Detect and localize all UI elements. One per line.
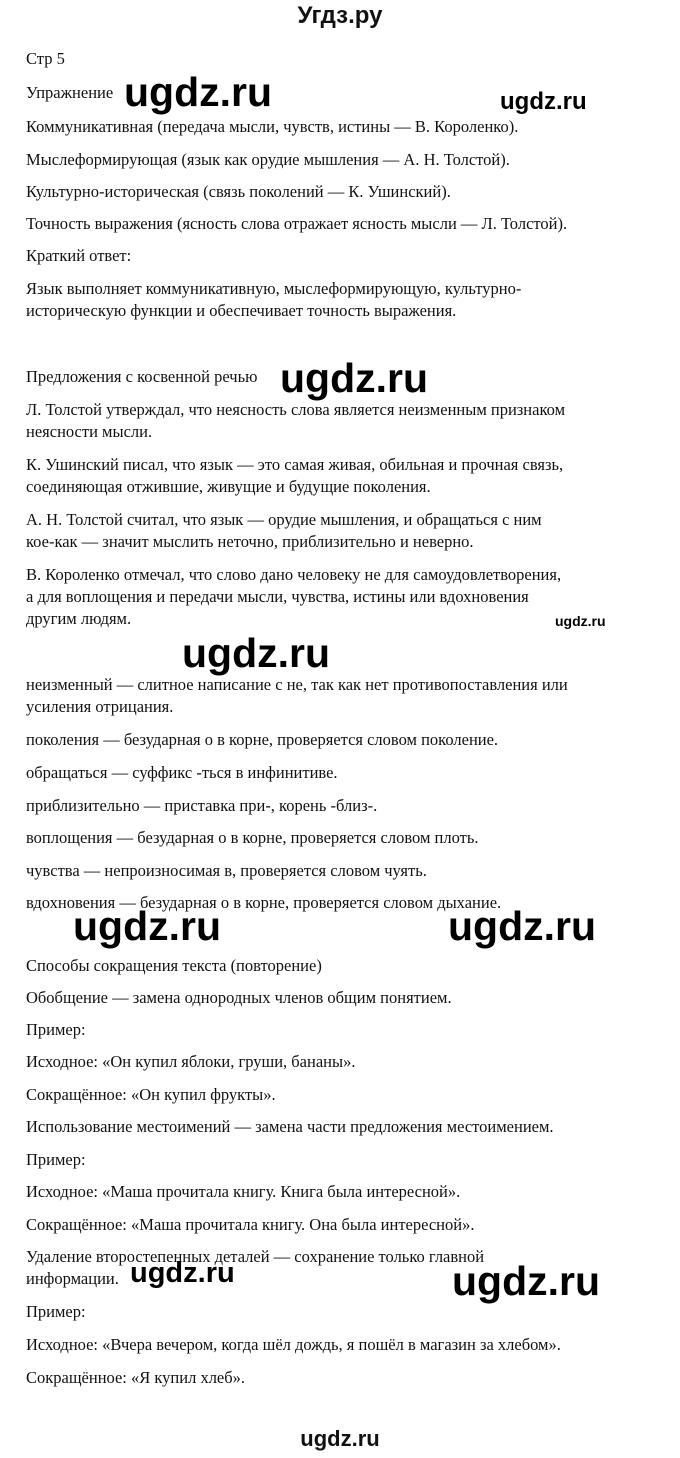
- methods-title: Способы сокращения текста (повторение): [26, 956, 322, 975]
- indirect-speech-line: В. Короленко отмечал, что слово дано человеку не для самоудовлетворения,: [26, 565, 562, 584]
- watermark-logo: ugdz.ru: [452, 1258, 601, 1304]
- indirect-speech-line: другим людям.: [26, 609, 132, 628]
- spelling-line: воплощения — безударная о в корне, проверяется словом плоть.: [26, 828, 479, 847]
- methods-line: Пример:: [26, 1302, 86, 1321]
- methods-line: Исходное: «Маша прочитала книгу. Книга была интересной».: [26, 1182, 461, 1201]
- methods-line: информации.: [26, 1269, 119, 1288]
- watermark-logo: ugdz.ru: [73, 903, 222, 949]
- spelling-line: неизменный — слитное написание с не, так как нет противопоставления или: [26, 675, 568, 694]
- indirect-speech-title: Предложения с косвенной речью: [26, 367, 258, 386]
- watermark-logo: ugdz.ru: [130, 1257, 235, 1289]
- spelling-line: вдохновения — безударная о в корне, проверяется словом дыхание.: [26, 893, 502, 912]
- function-line: Мыслеформирующая (язык как орудие мышления — А. Н. Толстой).: [26, 150, 510, 169]
- indirect-speech-line: неясности мысли.: [26, 422, 153, 441]
- methods-line: Удаление второстепенных деталей — сохранение только главной: [26, 1247, 485, 1266]
- short-answer-line: историческую функции и обеспечивает точность выражения.: [26, 301, 457, 320]
- indirect-speech-line: К. Ушинский писал, что язык — это самая живая, обильная и прочная связь,: [26, 455, 564, 474]
- short-answer-line: Язык выполняет коммуникативную, мыслеформирующую, культурно-: [26, 279, 522, 298]
- watermark-logo: ugdz.ru: [280, 355, 429, 401]
- spelling-line: обращаться — суффикс -ться в инфинитиве.: [26, 763, 338, 782]
- watermark-logo: ugdz.ru: [500, 88, 587, 115]
- page-number: Стр 5: [26, 49, 65, 68]
- spelling-line: поколения — безударная о в корне, проверяется словом поколение.: [26, 730, 499, 749]
- methods-line: Сокращённое: «Он купил фрукты».: [26, 1085, 276, 1104]
- indirect-speech-line: А. Н. Толстой считал, что язык — орудие мышления, и обращаться с ним: [26, 510, 542, 529]
- methods-line: Обобщение — замена однородных членов общим понятием.: [26, 988, 452, 1007]
- watermark-logo: ugdz.ru: [555, 613, 606, 629]
- methods-line: Пример:: [26, 1150, 86, 1169]
- methods-line: Исходное: «Он купил яблоки, груши, бананы».: [26, 1052, 356, 1071]
- footer-site-url: ugdz.ru: [300, 1426, 380, 1451]
- function-line: Коммуникативная (передача мысли, чувств, истины — В. Короленко).: [26, 117, 519, 136]
- methods-line: Пример:: [26, 1020, 86, 1039]
- watermark-logo: ugdz.ru: [124, 69, 273, 115]
- methods-line: Сокращённое: «Маша прочитала книгу. Она была интересной».: [26, 1215, 475, 1234]
- methods-line: Использование местоимений — замена части предложения местоимением.: [26, 1117, 554, 1136]
- methods-line: Исходное: «Вчера вечером, когда шёл дождь, я пошёл в магазин за хлебом».: [26, 1335, 561, 1354]
- indirect-speech-line: соединяющая отжившие, живущие и будущие поколения.: [26, 477, 431, 496]
- function-line: Культурно-историческая (связь поколений — К. Ушинский).: [26, 182, 451, 201]
- watermark-logo: ugdz.ru: [182, 630, 331, 676]
- indirect-speech-line: кое-как — значит мыслить неточно, приблизительно и неверно.: [26, 532, 474, 551]
- spelling-line: усиления отрицания.: [26, 697, 174, 716]
- methods-line: Сокращённое: «Я купил хлеб».: [26, 1368, 246, 1387]
- short-answer-label: Краткий ответ:: [26, 246, 132, 265]
- site-title: Угдз.ру: [297, 2, 383, 29]
- spelling-line: приблизительно — приставка при-, корень -близ-.: [26, 796, 378, 815]
- function-line: Точность выражения (ясность слова отражает ясность мысли — Л. Толстой).: [26, 214, 568, 233]
- exercise-label: Упражнение: [26, 83, 114, 102]
- spelling-line: чувства — непроизносимая в, проверяется словом чуять.: [26, 861, 427, 880]
- watermark-logo: ugdz.ru: [448, 903, 597, 949]
- indirect-speech-line: а для воплощения и передачи мысли, чувства, истины или вдохновения: [26, 587, 529, 606]
- indirect-speech-line: Л. Толстой утверждал, что неясность слова является неизменным признаком: [26, 400, 566, 419]
